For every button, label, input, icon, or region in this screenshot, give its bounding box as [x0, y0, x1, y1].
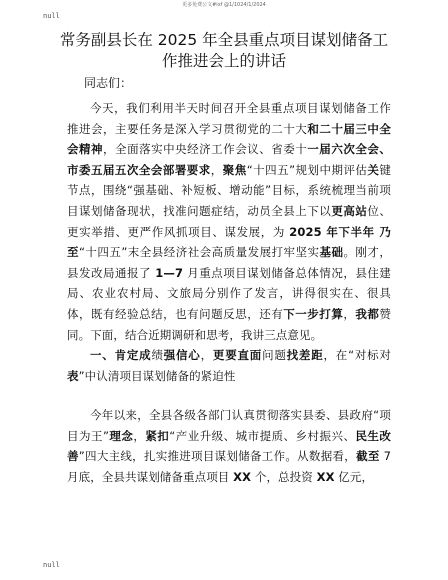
paragraph-1: [67, 98, 391, 345]
text-run: 键节点，围绕“强基础、补短板、增动能”目标，系统梳理当前项目谋划储备现状，找准问题症结，动员全县上下以: [67, 162, 392, 218]
section-heading-1: [67, 345, 391, 386]
bold-text-run: 我都: [355, 306, 380, 321]
text-run: ，: [210, 162, 223, 177]
text-run: 7 月底，全县共谋划储备重点项目: [67, 449, 391, 484]
text-run: 今天，我们利用半天时间召开全县重点项目谋划储备工作推进会，主要任务是深入学习贯彻党的二十大: [67, 101, 391, 136]
document-title: 常务副县长在 2025 年全县重点项目谋划储备工作推进会上的讲话: [59, 31, 389, 70]
bold-text-run: 更高站: [331, 203, 368, 218]
top-note: 更多免费公文#ixf @1/1024/1/2024: [182, 2, 266, 8]
paragraph-2: [67, 405, 391, 487]
bold-text-run: 一、肯定成: [90, 348, 152, 362]
bold-text-run: 民生改善: [67, 428, 391, 464]
text-run: 个，总投资: [251, 469, 317, 484]
bold-text-run: 1—7: [155, 265, 184, 280]
text-run: ，: [343, 306, 356, 321]
text-run: ，全面落实中央经济工作会议、省委十: [103, 142, 308, 157]
bold-text-run: 下一步打算: [283, 306, 344, 321]
text-run: 今年以来，全县各级各部门认真贯彻落实县委、县政府“项目为王”: [67, 408, 391, 443]
text-run: 问题: [262, 348, 287, 362]
text-run: ，: [133, 428, 146, 443]
text-run: “十四五”规划中期评估: [246, 162, 368, 177]
text-run: 。刚才，县发改局通报了: [67, 245, 391, 280]
bold-text-run: 更要直面: [212, 348, 263, 362]
footer-null-marker: null: [43, 561, 60, 569]
bold-text-run: 和二十届三中全会精神: [67, 121, 392, 157]
bold-text-run: 截至: [356, 449, 380, 464]
text-run: ”四大主线，扎实推进项目谋划储备工作。从数据看，: [78, 449, 357, 464]
bold-text-run: XX: [316, 469, 335, 484]
bold-text-run: 2025 年下半年 乃至: [67, 224, 391, 260]
text-run: 位、更实举措、更严作风抓项目、谋发展，为: [67, 203, 391, 239]
text-run: ，: [200, 348, 213, 362]
bold-text-run: 关: [367, 162, 380, 177]
header-null-marker: null: [43, 12, 60, 20]
text-run: ”中认清项目谋划储备的紧迫性: [78, 368, 236, 383]
text-run: 亿元，: [334, 469, 374, 484]
bold-text-run: 理念: [109, 428, 134, 443]
text-run: 月重点项目谋划储备总体情况，县住建局、农业农村局、文旅局分别作了发言，讲得很实在、很具体，既有经验总结，也有问题反思，还有: [67, 265, 391, 321]
bold-text-run: 表: [67, 368, 79, 383]
bold-text-run: 基础: [319, 245, 344, 260]
bold-text-run: 聚焦: [222, 162, 247, 177]
bold-text-run: 紧扣: [145, 428, 170, 443]
text-run: ，在“对标对: [323, 348, 392, 362]
bold-text-run: 一届六次全会、市委五届五次全会部署要求: [67, 142, 391, 177]
salutation: 同志们：: [84, 76, 133, 90]
text-run: 绩: [151, 348, 164, 362]
text-run: “十四五”末全县经济社会高质量发展打牢坚实: [78, 245, 320, 260]
bold-text-run: 找差距: [286, 348, 324, 362]
text-run: 赞同。下面，结合近期调研和思考，我讲三点意见。: [67, 306, 391, 342]
bold-text-run: 强信心: [163, 348, 201, 362]
bold-text-run: XX: [233, 469, 252, 484]
text-run: “产业升级、城市提质、乡村振兴、: [169, 428, 356, 443]
